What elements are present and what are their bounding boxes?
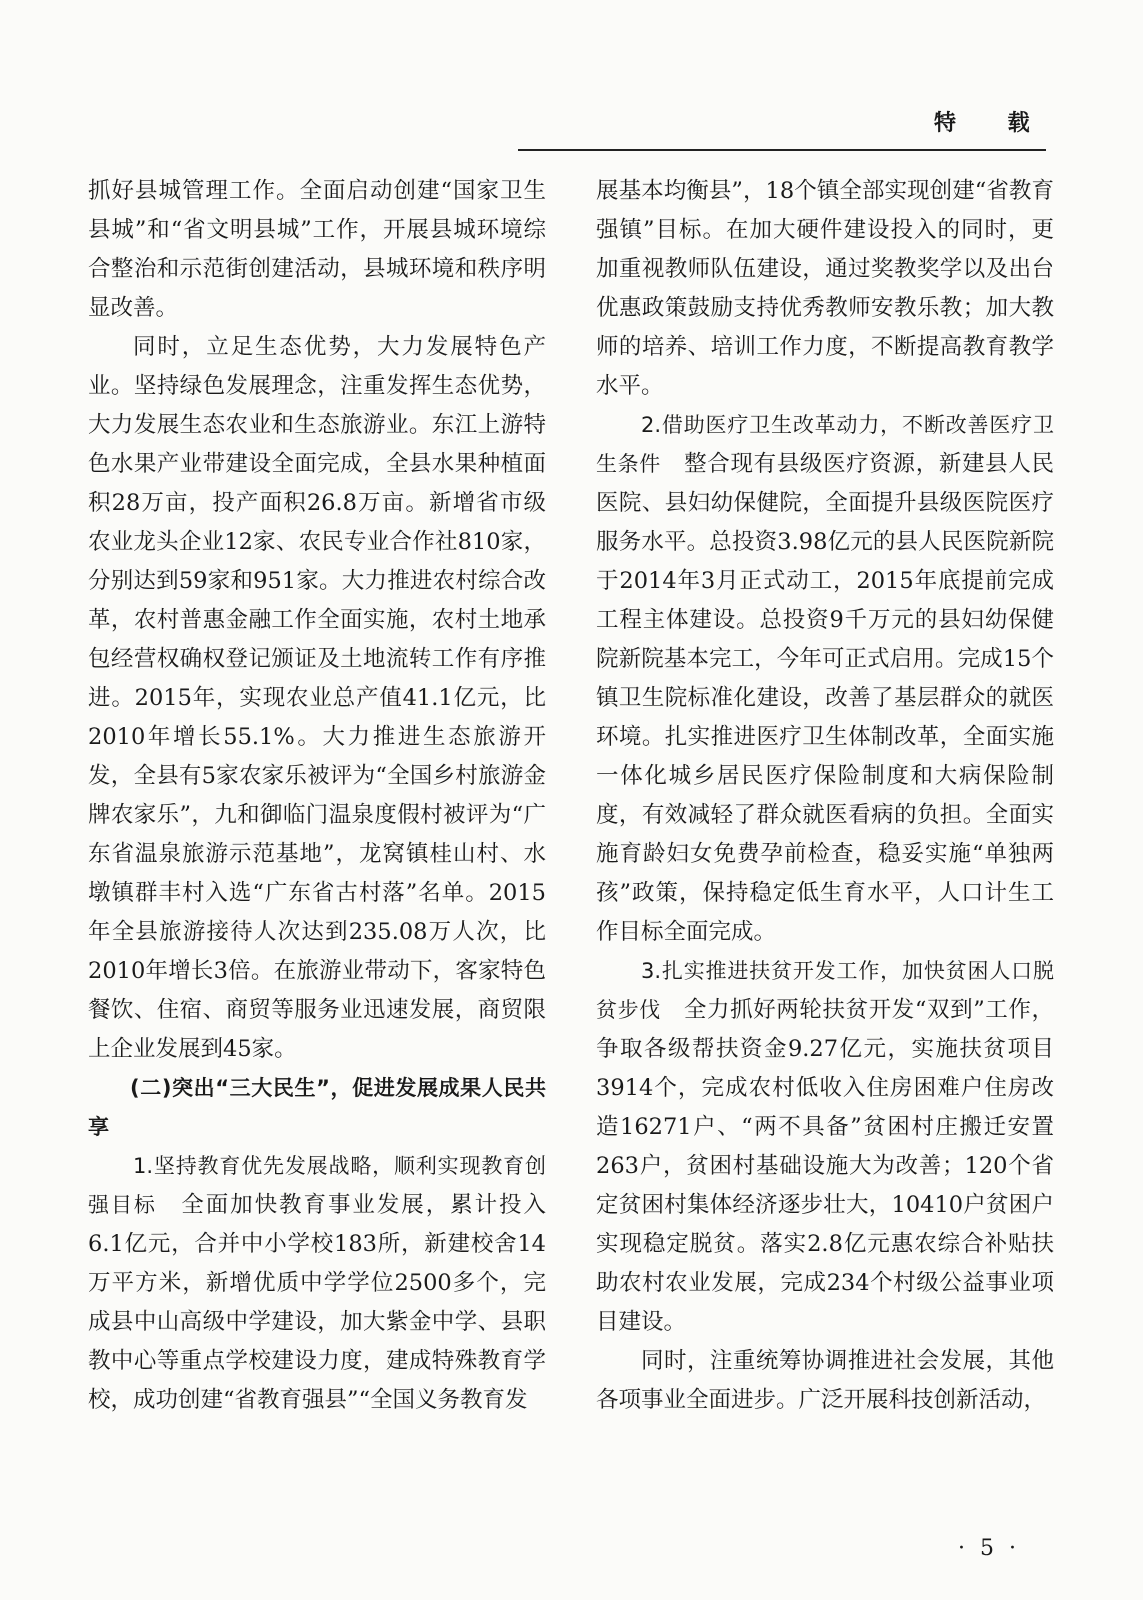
paragraph-body: 全力抓好两轮扶贫开发“双到”工作，争取各级帮扶资金9.27亿元，实施扶贫项目3914个，完成农村低收入住房困难户住房改造16271户、“两不具备”贫困村庄搬迁安置263户，贫困村基础设施大为改善；120个省定贫困村集体经济逐步壮大，10410户贫困户实现稳定脱贫。落实2.8亿元惠农综合补贴扶助农村农业发展，完成234个村级公益事业项目建设。 bbox=[596, 997, 1054, 1335]
paragraph bbox=[596, 406, 1054, 952]
running-header: 特 载 bbox=[934, 111, 1052, 136]
subsection-title: 3.扎实推进扶贫开发工作，加快贫困人口脱贫步伐 bbox=[596, 959, 1054, 1022]
paragraph: 同时，注重统筹协调推进社会发展，其他各项事业全面进步。广泛开展科技创新活动， bbox=[596, 1348, 1054, 1413]
paragraph-body: 全面加快教育事业发展，累计投入6.1亿元，合并中小学校183所，新建校舍14万平方米，新增优质中学学位2500多个，完成县中山高级中学建设，加大紫金中学、县职教中心等重点学校建设力度，建成特殊教育学校，成功创建“省教育强县”“全国义务教育发 bbox=[88, 1192, 546, 1413]
paragraph bbox=[88, 1147, 546, 1420]
subsection-title: 2.借助医疗卫生改革动力，不断改善医疗卫生条件 bbox=[596, 413, 1054, 476]
subsection-title: 1.坚持教育优先发展战略，顺利实现教育创强目标 bbox=[88, 1154, 546, 1217]
paragraph: 展基本均衡县”，18个镇全部实现创建“省教育强镇”目标。在加大硬件建设投入的同时，更加重视教师队伍建设，通过奖教奖学以及出台优惠政策鼓励支持优秀教师安教乐教；加大教师的培养、培训工作力度，不断提高教育教学水平。 bbox=[596, 178, 1054, 399]
paragraph-body: 整合现有县级医疗资源，新建县人民医院、县妇幼保健院，全面提升县级医院医疗服务水平。总投资3.98亿元的县人民医院新院于2014年3月正式动工，2015年底提前完成工程主体建设。总投资9千万元的县妇幼保健院新院基本完工，今年可正式启用。完成15个镇卫生院标准化建设，改善了基层群众的就医环境。扎实推进医疗卫生体制改革，全面实施一体化城乡居民医疗保险制度和大病保险制度，有效减轻了群众就医看病的负担。全面实施育龄妇女免费孕前检查，稳妥实施“单独两孩”政策，保持稳定低生育水平，人口计生工作目标全面完成。 bbox=[596, 451, 1054, 945]
paragraph: 抓好县城管理工作。全面启动创建“国家卫生县城”和“省文明县城”工作，开展县城环境综合整治和示范街创建活动，县城环境和秩序明显改善。 bbox=[88, 178, 546, 321]
header-rule bbox=[518, 149, 1046, 151]
section-heading: (二)突出“三大民生”，促进发展成果人民共享 bbox=[88, 1076, 546, 1139]
paragraph bbox=[596, 952, 1054, 1342]
left-column bbox=[88, 172, 546, 1420]
paragraph: 同时，立足生态优势，大力发展特色产业。坚持绿色发展理念，注重发挥生态优势，大力发展生态农业和生态旅游业。东江上游特色水果产业带建设全面完成，全县水果种植面积28万亩，投产面积26.8万亩。新增省市级农业龙头企业12家、农民专业合作社810家，分别达到59家和951家。大力推进农村综合改革，农村普惠金融工作全面实施，农村土地承包经营权确权登记颁证及土地流转工作有序推进。2015年，实现农业总产值41.1亿元，比2010年增长55.1%。大力推进生态旅游开发，全县有5家农家乐被评为“全国乡村旅游金牌农家乐”，九和御临门温泉度假村被评为“广东省温泉旅游示范基地”，龙窝镇桂山村、水墩镇群丰村入选“广东省古村落”名单。2015年全县旅游接待人次达到235.08万人次，比2010年增长3倍。在旅游业带动下，客家特色餐饮、住宿、商贸等服务业迅速发展，商贸限上企业发展到45家。 bbox=[88, 334, 546, 1062]
right-column bbox=[596, 172, 1054, 1420]
page-number: · 5 · bbox=[958, 1536, 1020, 1561]
